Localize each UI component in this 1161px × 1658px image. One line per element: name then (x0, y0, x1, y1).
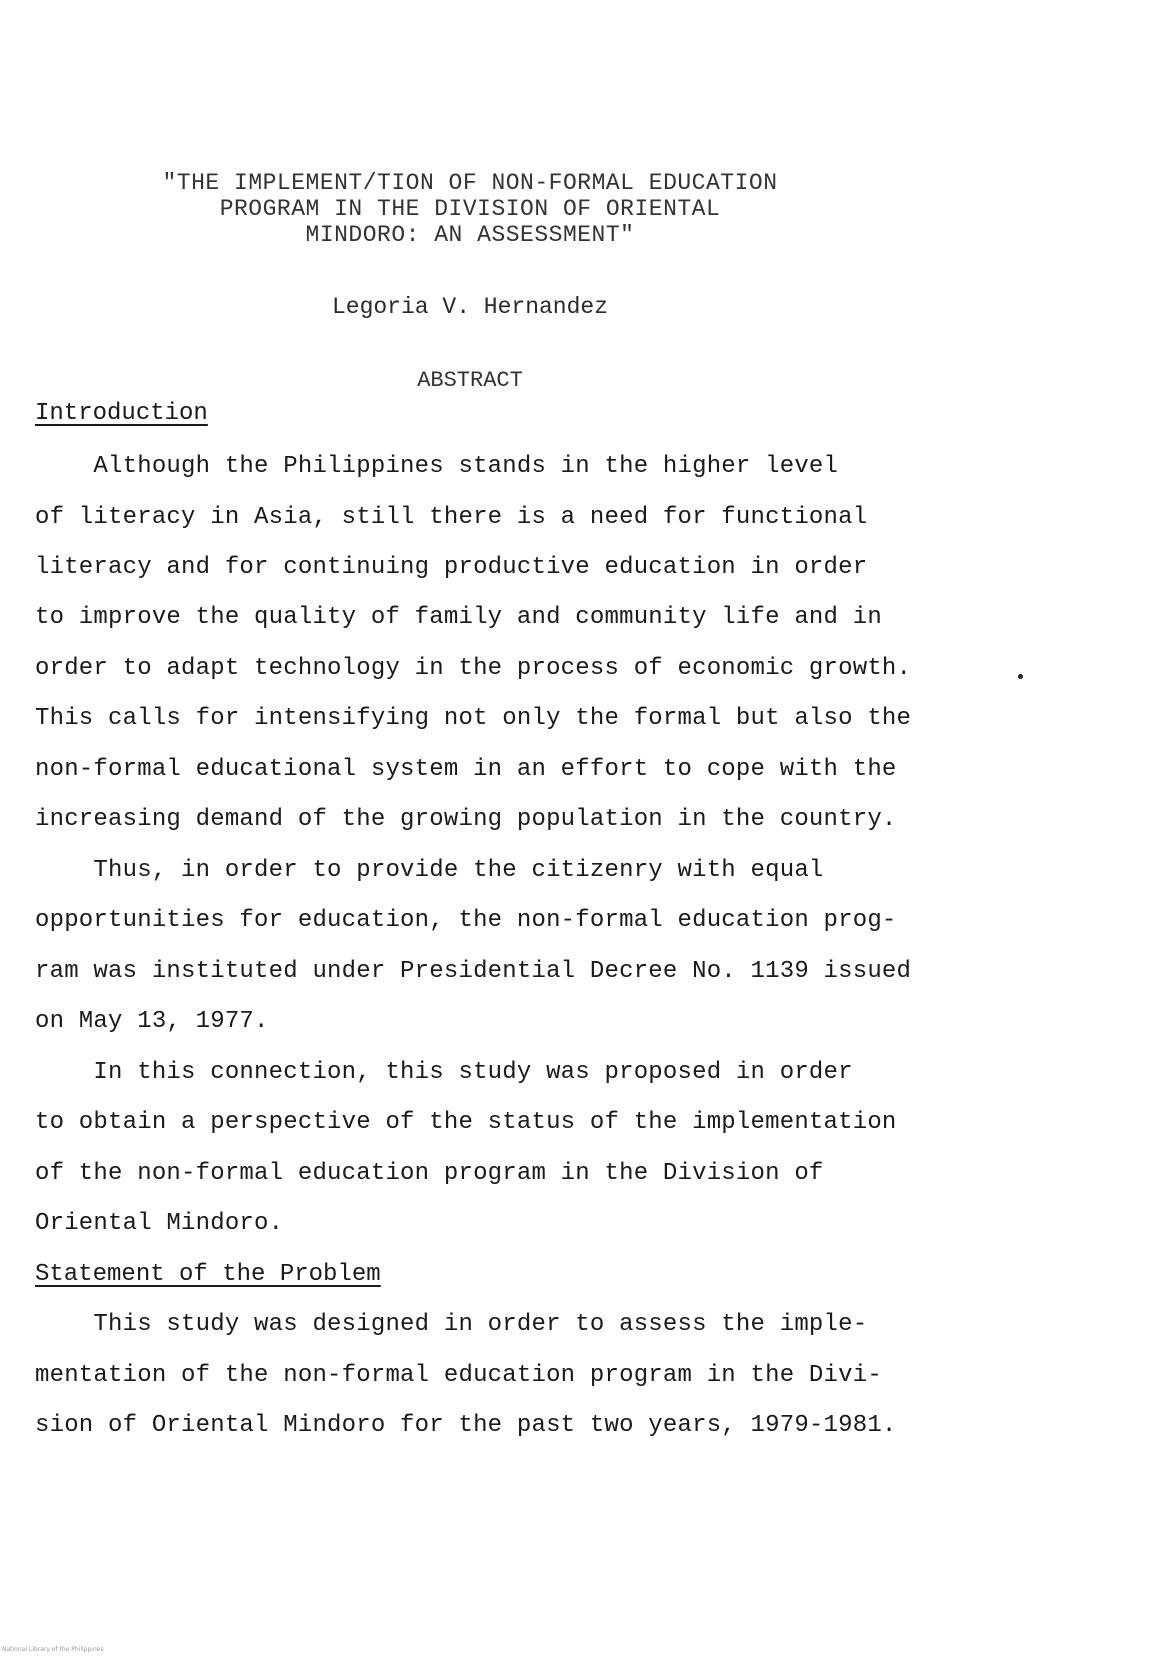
text-line: increasing demand of the growing population in the country. (35, 806, 897, 833)
title-line-2: PROGRAM IN THE DIVISION OF ORIENTAL (219, 196, 721, 222)
document-title (0, 170, 940, 248)
text-line: Oriental Mindoro. (35, 1210, 284, 1237)
text-line: literacy and for continuing productive education in order (35, 554, 868, 581)
text-line: In this connection, this study was proposed in order (35, 1059, 853, 1086)
abstract-label: ABSTRACT (417, 368, 523, 393)
text-line: of literacy in Asia, still there is a need for functional (35, 504, 868, 531)
title-line-3: MINDORO: AN ASSESSMENT" (305, 222, 635, 248)
text-line: ram was instituted under Presidential Decree No. 1139 issued (35, 958, 912, 985)
text-line: Thus, in order to provide the citizenry with equal (35, 857, 824, 884)
section-heading-introduction: Introduction (35, 400, 208, 427)
author-name: Legoria V. Hernandez (331, 294, 609, 320)
text-line: sion of Oriental Mindoro for the past two years, 1979-1981. (35, 1412, 897, 1439)
text-line: to improve the quality of family and community life and in (35, 604, 882, 631)
ink-speck (1018, 674, 1023, 679)
text-line: opportunities for education, the non-formal education prog- (35, 907, 897, 934)
text-line: mentation of the non-formal education program in the Divi- (35, 1362, 882, 1389)
text-line: This calls for intensifying not only the formal but also the (35, 705, 912, 732)
scan-footer-note: National Library of the Philippines (2, 1646, 104, 1653)
text-line: Although the Philippines stands in the higher level (35, 453, 839, 480)
text-line: to obtain a perspective of the status of the implementation (35, 1109, 897, 1136)
section-heading-statement-of-the-problem: Statement of the Problem (35, 1261, 381, 1288)
text-line: on May 13, 1977. (35, 1008, 269, 1035)
text-line: This study was designed in order to assess the imple- (35, 1311, 868, 1338)
title-line-1: "THE IMPLEMENT/TION OF NON-FORMAL EDUCATION (162, 170, 778, 196)
text-line: non-formal educational system in an effort to cope with the (35, 756, 897, 783)
text-line: order to adapt technology in the process of economic growth. (35, 655, 912, 682)
text-line: of the non-formal education program in the Division of (35, 1160, 824, 1187)
